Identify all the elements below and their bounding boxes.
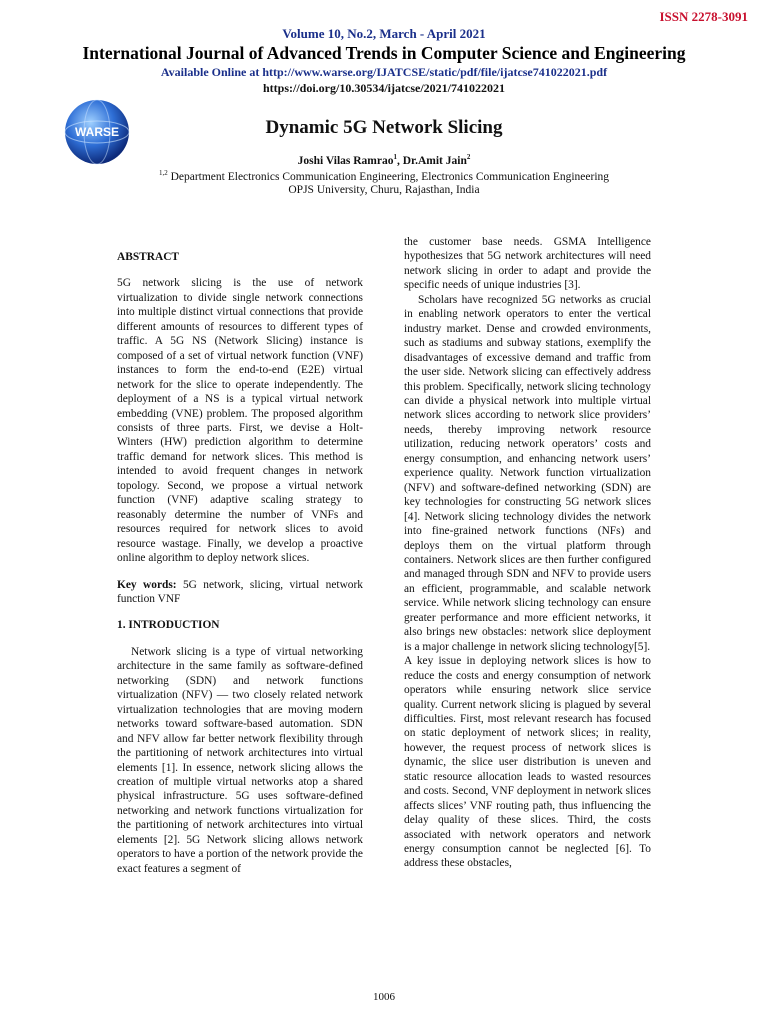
keywords-label: Key words: (117, 578, 177, 591)
authors (0, 153, 768, 167)
doi-link[interactable]: https://doi.org/10.30534/ijatcse/2021/741022021 (263, 81, 505, 95)
available-online-link[interactable]: Available Online at http://www.warse.org/IJATCSE/static/pdf/file/ijatcse741022021.pdf (160, 65, 608, 79)
university: OPJS University, Churu, Rajasthan, India (288, 184, 480, 196)
abstract-text: 5G network slicing is the use of network virtualization to divide single network connections into multiple distinct virtual connections that provide different amounts of resources to different types of traffic. A 5G NS (Network Slicing) instance is composed of a set of virtual network function (VNF) instances to form the end-to-end (E2E) virtual network for the slice to operate independently. The deployment of a NS is a typical virtual network embedding (VNE) problem. The proposed algorithm consists of three parts. First, we devise a Holt-Winters (HW) prediction algorithm to determine traffic demand for network slices. This method is intended to avoid frequent changes in network topology. Second, we propose a virtual network function (VNF) adaptive scaling strategy to reasonably determine the number of VNFs and resources required for network slices to avoid resource wastage. Finally, we develop a proactive online algorithm to deploy network slices. (117, 277, 363, 565)
introduction-heading: 1. INTRODUCTION (117, 619, 220, 632)
abstract-heading: ABSTRACT (117, 251, 180, 263)
keywords-text: 5G network, slicing, virtual network function VNF (117, 578, 363, 605)
author-1-affil: 1 (393, 153, 397, 161)
intro-paragraph-2: Scholars have recognized 5G networks as crucial in enabling network operators to enter the vertical industry market. Dense and crowded environments, such as stadiums and subway stations, exemplify the disadvantages of excessive demand and traffic from the user side. Network slicing can effectively address this problem. Specifically, network slicing technology can divide a physical network into multiple virtual network slices according to network slice providers’ needs, thereby improving network resource utilization, reducing network operators’ costs and energy consumption, and enhancing network users’ experience quality. Network function virtualization (NFV) and software-defined networking (SDN) are key technologies for constructing 5G network slices [4]. Network slicing technology divides the network into fine-grained network functions (NFs) and deploys them on the virtual platform through containers. Network slices are then further configured and managed through SDN and NFV to provide users an efficient, programmable, and scalable network service. While network slicing technology can ensure greater performance and more efficient networks, it also brings new obstacles: network slice deployment is a major challenge in network slicing technology[5]. (404, 293, 651, 653)
department: Department Electronics Communication Engineering, Electronics Communication Engineering (167, 170, 610, 183)
journal-title: International Journal of Advanced Trends in Computer Science and Engineering (82, 43, 686, 63)
keywords (117, 578, 363, 607)
affil-marker: 1,2 (158, 169, 168, 177)
volume-info: Volume 10, No.2, March - April 2021 (282, 26, 486, 41)
affiliation (0, 169, 768, 183)
intro-paragraph-1: Network slicing is a type of virtual networking architecture in the same family as software-defined networking (SDN) and network functions virtualization (NFV) — two closely related network virtualization technologies that are moving modern networks toward software-based automation. SDN and NFV allow far better network flexibility through the partitioning of network architectures into virtual elements [1]. In essence, network slicing allows the creation of multiple virtual networks atop a shared physical infrastructure. 5G uses software-defined networking and network functions virtualization for the partitioning of network architectures into virtual elements [2]. 5G Network slicing allows network operators to have a portion of the network provide the exact features a segment of (117, 645, 363, 875)
paper-title: Dynamic 5G Network Slicing (265, 117, 503, 138)
issn: ISSN 2278-3091 (659, 9, 748, 24)
logo-text: WARSE (74, 125, 120, 139)
intro-paragraph-continued: the customer base needs. GSMA Intelligence hypothesizes that 5G network architectures will need network slicing in order to adapt and provide the specific needs of unique industries [3]. (404, 236, 651, 292)
author-2: Dr.Amit Jain (402, 154, 467, 167)
author-2-affil: 2 (466, 153, 471, 161)
author-1: Joshi Vilas Ramrao (297, 154, 394, 167)
right-column (404, 235, 651, 871)
page-number: 1006 (373, 991, 395, 1003)
left-column (117, 250, 363, 876)
intro-paragraph-3: A key issue in deploying network slices is how to reduce the costs and energy consumption of network operators while ensuring network slice service quality. Current network slicing is plagued by several difficulties. First, most relevant research has focused on static deployment of network slices; in reality, however, the request process of network slices is dynamic, the slice user distribution is uneven and static resource allocation leads to wasted resources and costs. Second, VNF deployment in network slices affects slices’ VNF routing path, thus influencing the delay quality of these slices. Third, the costs associated with network operators and network energy consumption cannot be neglected [6]. To address these obstacles, (404, 655, 651, 870)
author-separator: , (396, 154, 403, 167)
